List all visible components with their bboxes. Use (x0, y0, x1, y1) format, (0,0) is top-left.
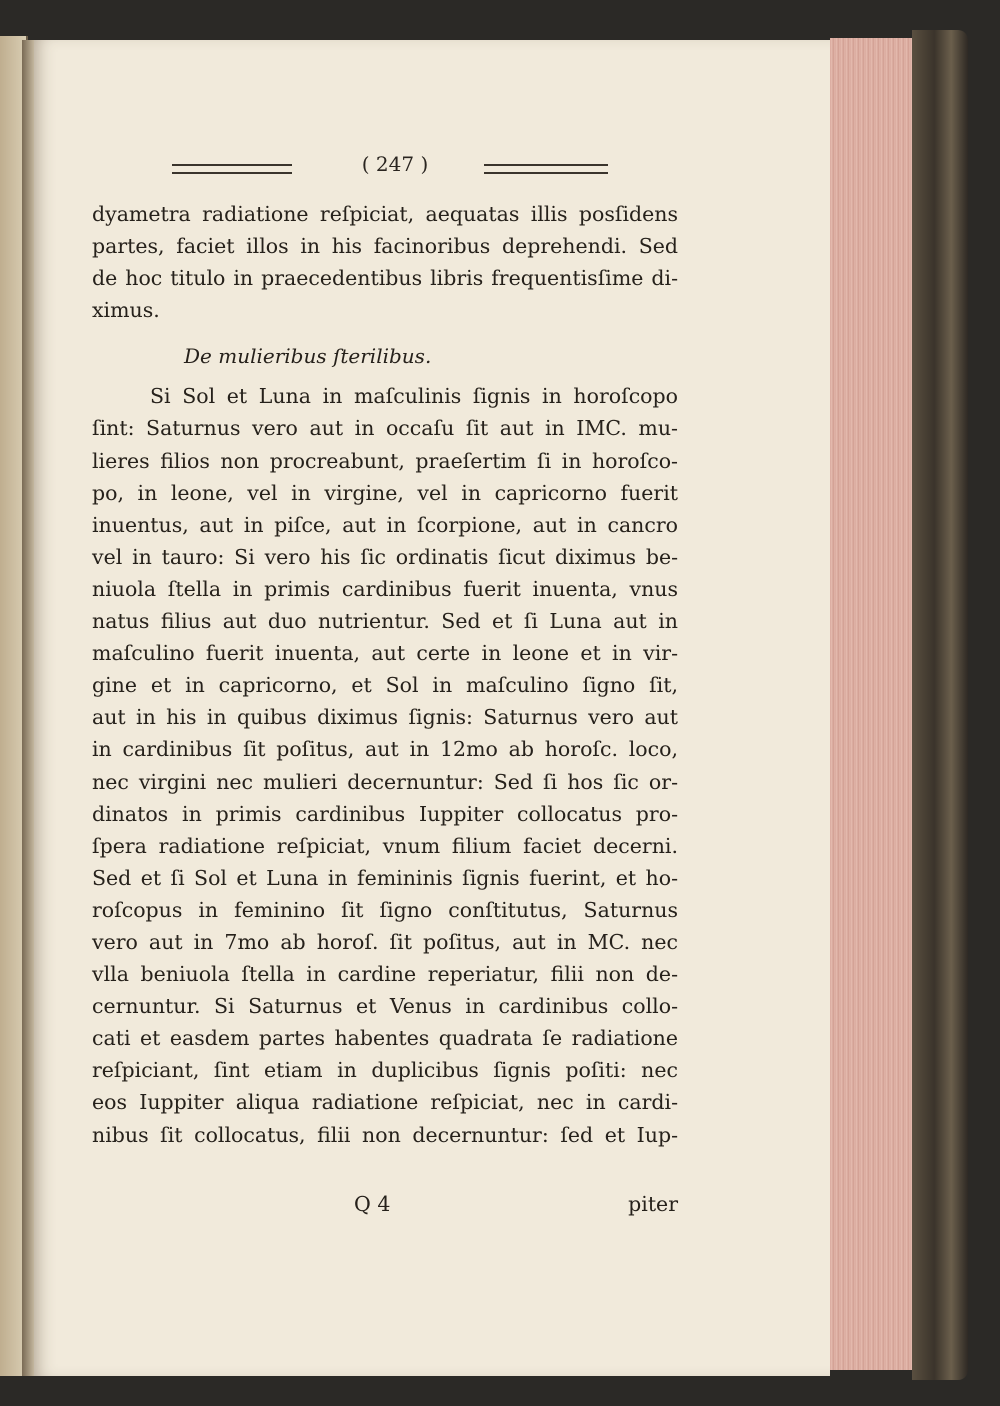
header-rule-left (172, 164, 292, 174)
page-block-edge (830, 38, 920, 1370)
text-line: dyametra radiatione reſpiciat, aequatas illis posſidens (92, 202, 678, 226)
text-line: niuola ſtella in primis cardinibus fuerit inuenta, vnus (92, 576, 678, 601)
text-line: dinatos in primis cardinibus Iuppiter collocatus pro- (92, 801, 678, 826)
page-number: ( 247 ) (361, 152, 429, 176)
text-line: ximus. (92, 298, 160, 323)
text-line: nec virgini nec mulieri decernuntur: Sed ſi hos ſic or- (92, 769, 678, 794)
text-line: vero aut in 7mo ab horoſ. ſit poſitus, aut in MC. nec (92, 929, 678, 954)
text-line: maſculino fuerit inuenta, aut certe in leone et in vir- (92, 641, 678, 666)
text-line: cernuntur. Si Saturnus et Venus in cardinibus collo- (92, 994, 678, 1019)
text-line: natus filius aut duo nutrientur. Sed et ſi Luna aut in (92, 609, 678, 634)
text-line: in cardinibus ſit poſitus, aut in 12mo ab horoſc. loco, (92, 737, 678, 762)
text-line: Si Sol et Luna in maſculinis ſignis in horoſcopo (150, 384, 678, 409)
signature-mark: Q 4 (354, 1192, 391, 1216)
text-line: vlla beniuola ſtella in cardine reperiatur, filii non de- (92, 962, 678, 987)
text-line: aut in his in quibus diximus ſignis: Saturnus vero aut (92, 705, 678, 730)
text-line: Sed et ſi Sol et Luna in femininis ſignis fuerint, et ho- (92, 865, 678, 890)
paragraph (92, 198, 678, 326)
text-line: cati et easdem partes habentes quadrata ſe radiatione (92, 1026, 678, 1051)
book-cover-spine (912, 30, 968, 1380)
text-line: inuentus, aut in piſce, aut in ſcorpione, aut in cancro (92, 512, 678, 537)
catchword: piter (628, 1192, 678, 1216)
text-line: partes, faciet illos in his facinoribus deprehendi. Sed (92, 234, 678, 259)
body-text (92, 198, 678, 1151)
header-rule-right (484, 164, 608, 174)
text-line: nibus ſit collocatus, filii non decernuntur: ſed et Iup- (92, 1122, 678, 1147)
text-line: po, in leone, vel in virgine, vel in capricorno fuerit (92, 480, 678, 505)
text-line: gine et in capricorno, et Sol in maſculino ſigno ſit, (92, 673, 678, 698)
text-line: de hoc titulo in praecedentibus libris frequentisſime di- (92, 266, 678, 291)
page-footer (92, 1188, 678, 1220)
page-header (172, 152, 608, 182)
text-line: eos Iuppiter aliqua radiatione reſpiciat, nec in cardi- (92, 1090, 678, 1115)
text-line: ſpera radiatione reſpiciat, vnum filium faciet decerni. (92, 833, 678, 858)
text-line: ſint: Saturnus vero aut in occaſu ſit aut in IMC. mu- (92, 416, 678, 441)
text-line: reſpiciant, ſint etiam in duplicibus ſignis poſiti: nec (92, 1058, 678, 1083)
text-line: lieres filios non procreabunt, praeſertim ſi in horoſco- (92, 448, 678, 473)
text-line: roſcopus in feminino ſit ſigno conſtitutus, Saturnus (92, 897, 678, 922)
text-line: vel in tauro: Si vero his ſic ordinatis ſicut diximus be- (92, 544, 678, 569)
section-heading: De mulieribus ſterilibus. (184, 344, 432, 369)
paragraph (92, 380, 678, 1150)
